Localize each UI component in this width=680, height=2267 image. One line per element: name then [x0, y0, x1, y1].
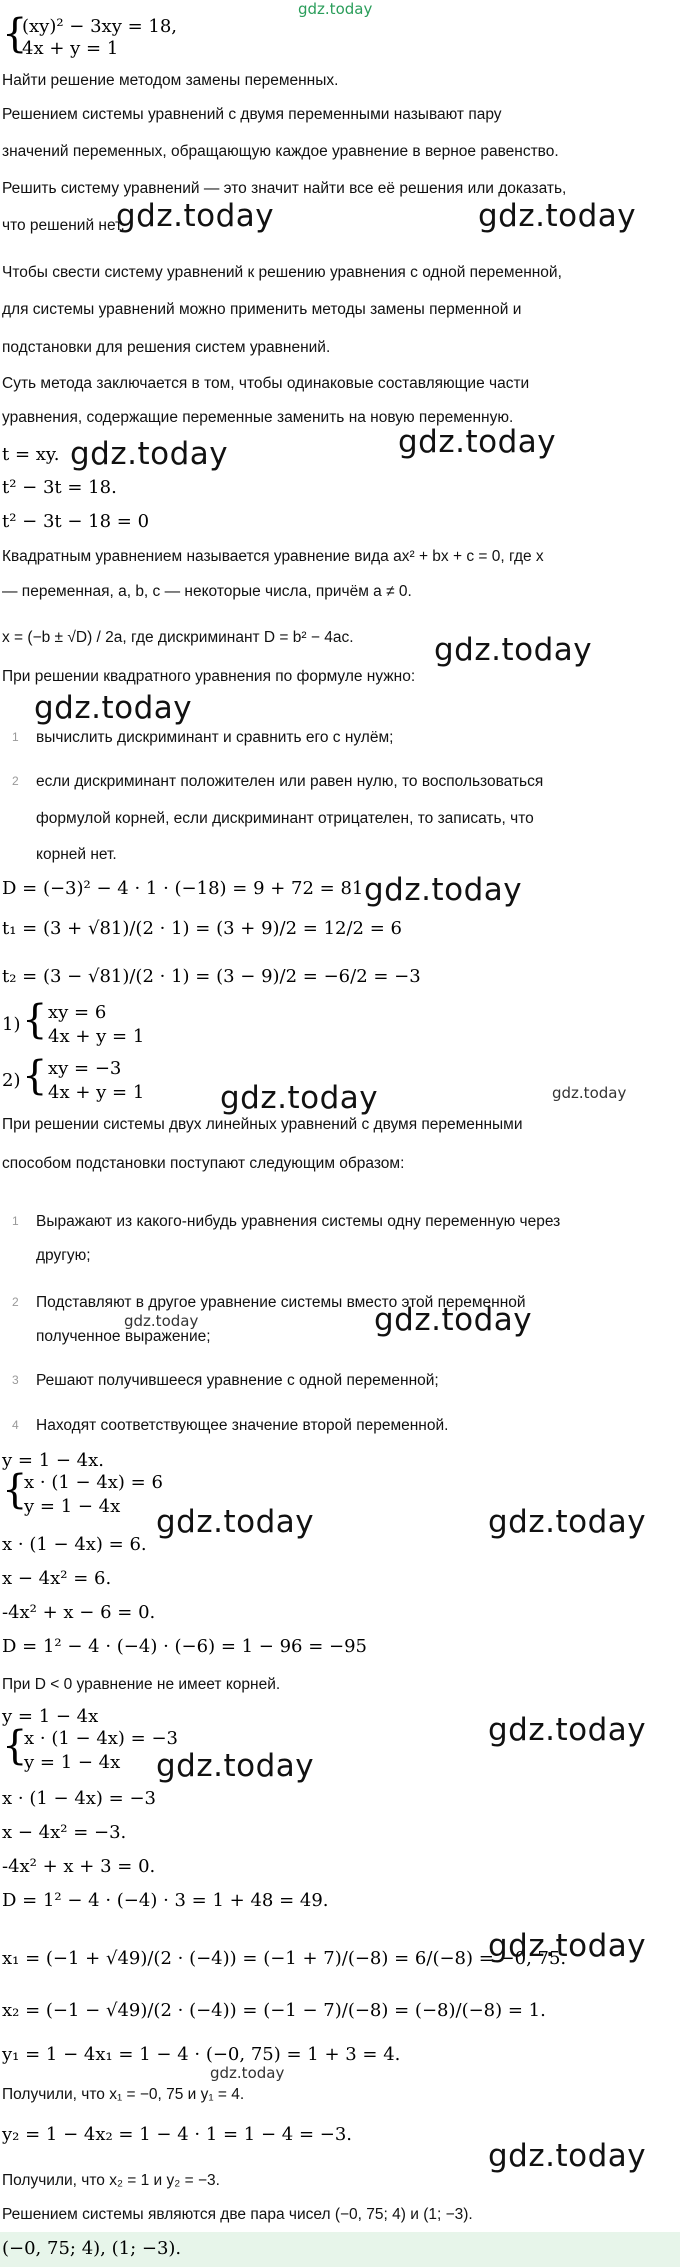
math-line: x₂ = (−1 − √49)/(2 · (−4)) = (−1 − 7)/(−8) = (−8)/(−8) = 1.: [2, 2000, 546, 2021]
watermark: gdz.today: [220, 1080, 379, 1116]
watermark: gdz.today: [488, 1712, 647, 1748]
math-line: x − 4x² = 6.: [2, 1568, 112, 1589]
watermark: gdz.today: [70, 436, 229, 472]
watermark: gdz.today: [488, 2138, 647, 2174]
list-item: Находят соответствующее значение второй переменной.: [36, 1417, 449, 1434]
math-line: xy = 6: [48, 1002, 107, 1023]
text-line: Решением системы уравнений с двумя переменными называют пару: [2, 106, 502, 123]
text-line: способом подстановки поступают следующим образом:: [2, 1155, 405, 1172]
list-item: полученное выражение;: [36, 1328, 211, 1345]
math-line: t = xy.: [2, 444, 60, 465]
list-item: формулой корней, если дискриминант отрицателен, то записать, что: [36, 810, 534, 827]
math-line: xy = −3: [48, 1058, 122, 1079]
list-item: Решают получившееся уравнение с одной переменной;: [36, 1372, 439, 1389]
watermark-small: gdz.today: [552, 1084, 627, 1102]
math-line: x₁ = (−1 + √49)/(2 · (−4)) = (−1 + 7)/(−8) = 6/(−8) = −0, 75.: [2, 1948, 567, 1969]
list-item: другую;: [36, 1247, 91, 1264]
math-line: D = (−3)² − 4 · 1 · (−18) = 9 + 72 = 81: [2, 878, 364, 899]
text-line: — переменная, a, b, c — некоторые числа, причём a ≠ 0.: [2, 583, 412, 600]
list-number: 1: [12, 730, 19, 744]
list-item: Подставляют в другое уравнение системы вместо этой переменной: [36, 1294, 526, 1311]
system-brace: {: [2, 1467, 28, 1513]
watermark: gdz.today: [364, 872, 523, 908]
text-line: что решений нет.: [2, 217, 125, 234]
answer-text: (−0, 75; 4), (1; −3).: [2, 2238, 182, 2259]
math-label: 1): [2, 1014, 21, 1035]
text-line: подстановки для решения систем уравнений.: [2, 339, 331, 356]
list-number: 1: [12, 1214, 19, 1228]
list-number: 2: [12, 1295, 19, 1309]
text-line: При решении системы двух линейных уравнений с двумя переменными: [2, 1116, 523, 1133]
watermark: gdz.today: [478, 198, 637, 234]
math-line: t² − 3t − 18 = 0: [2, 511, 150, 532]
watermark: gdz.today: [488, 1504, 647, 1540]
text-line: значений переменных, обращающую каждое уравнение в верное равенство.: [2, 143, 559, 160]
text-line: уравнения, содержащие переменные заменить на новую переменную.: [2, 409, 514, 426]
watermark: gdz.today: [156, 1504, 315, 1540]
watermark-small: gdz.today: [124, 1312, 199, 1330]
text-line: Суть метода заключается в том, чтобы одинаковые составляющие части: [2, 375, 530, 392]
watermark: gdz.today: [34, 690, 193, 726]
system-brace: {: [22, 1053, 48, 1099]
math-line: x · (1 − 4x) = −3: [2, 1788, 157, 1809]
math-line: t₂ = (3 − √81)/(2 · 1) = (3 − 9)/2 = −6/2 = −3: [2, 966, 421, 987]
text-line: Найти решение методом замены переменных.: [2, 72, 339, 89]
math-line: x − 4x² = −3.: [2, 1822, 127, 1843]
watermark: gdz.today: [488, 1928, 647, 1964]
list-item: корней нет.: [36, 846, 117, 863]
math-line: y = 1 − 4x: [24, 1496, 121, 1517]
math-label: 2): [2, 1070, 21, 1091]
text-line: При решении квадратного уравнения по формуле нужно:: [2, 668, 416, 685]
watermark: gdz.today: [398, 424, 557, 460]
text-line: Решением системы являются две пара чисел (−0, 75; 4) и (1; −3).: [2, 2206, 473, 2223]
math-line: y = 1 − 4x: [2, 1706, 99, 1727]
math-line: x · (1 − 4x) = 6: [24, 1472, 163, 1493]
text-line: Получили, что x₂ = 1 и y₂ = −3.: [2, 2172, 220, 2189]
watermark: gdz.today: [434, 632, 593, 668]
watermark-top: gdz.today: [298, 0, 373, 18]
text-line: Решить систему уравнений — это значит найти все её решения или доказать,: [2, 180, 567, 197]
text-line: При D < 0 уравнение не имеет корней.: [2, 1676, 281, 1693]
system-brace: {: [22, 997, 48, 1043]
math-line: D = 1² − 4 · (−4) · (−6) = 1 − 96 = −95: [2, 1636, 368, 1657]
system-eq-1: (xy)² − 3xy = 18,: [22, 16, 178, 37]
system-brace: {: [2, 1723, 28, 1769]
math-line: y₂ = 1 − 4x₂ = 1 − 4 · 1 = 1 − 4 = −3.: [2, 2124, 353, 2145]
text-line: Получили, что x₁ = −0, 75 и y₁ = 4.: [2, 2086, 245, 2103]
watermark: gdz.today: [156, 1748, 315, 1784]
text-line: Чтобы свести систему уравнений к решению уравнения с одной переменной,: [2, 264, 562, 281]
list-item: если дискриминант положителен или равен нулю, то воспользоваться: [36, 773, 544, 790]
text-line: x = (−b ± √D) / 2a, где дискриминант D = b² − 4ac.: [2, 629, 354, 646]
list-number: 4: [12, 1418, 19, 1432]
list-number: 2: [12, 774, 19, 788]
system-eq-2: 4x + y = 1: [22, 38, 119, 59]
list-number: 3: [12, 1373, 19, 1387]
math-line: -4x² + x + 3 = 0.: [2, 1856, 156, 1877]
watermark: gdz.today: [374, 1302, 533, 1338]
math-line: -4x² + x − 6 = 0.: [2, 1602, 156, 1623]
math-line: y = 1 − 4x.: [2, 1450, 104, 1471]
text-line: для системы уравнений можно применить методы замены перменной и: [2, 301, 522, 318]
watermark: gdz.today: [116, 198, 275, 234]
answer-box: [0, 2232, 680, 2267]
math-line: y₁ = 1 − 4x₁ = 1 − 4 · (−0, 75) = 1 + 3 = 4.: [2, 2044, 401, 2065]
math-line: 4x + y = 1: [48, 1026, 145, 1047]
math-line: x · (1 − 4x) = −3: [24, 1728, 179, 1749]
math-line: t² − 3t = 18.: [2, 477, 117, 498]
math-line: t₁ = (3 + √81)/(2 · 1) = (3 + 9)/2 = 12/2 = 6: [2, 918, 402, 939]
text-line: Квадратным уравнением называется уравнение вида ax² + bx + c = 0, где x: [2, 548, 544, 565]
math-line: x · (1 − 4x) = 6.: [2, 1534, 147, 1555]
list-item: вычислить дискриминант и сравнить его с нулём;: [36, 729, 394, 746]
math-line: y = 1 − 4x: [24, 1752, 121, 1773]
system-brace: {: [2, 11, 28, 57]
watermark-small: gdz.today: [210, 2064, 285, 2082]
math-line: D = 1² − 4 · (−4) · 3 = 1 + 48 = 49.: [2, 1890, 329, 1911]
list-item: Выражают из какого-нибудь уравнения системы одну переменную через: [36, 1213, 561, 1230]
math-line: 4x + y = 1: [48, 1082, 145, 1103]
